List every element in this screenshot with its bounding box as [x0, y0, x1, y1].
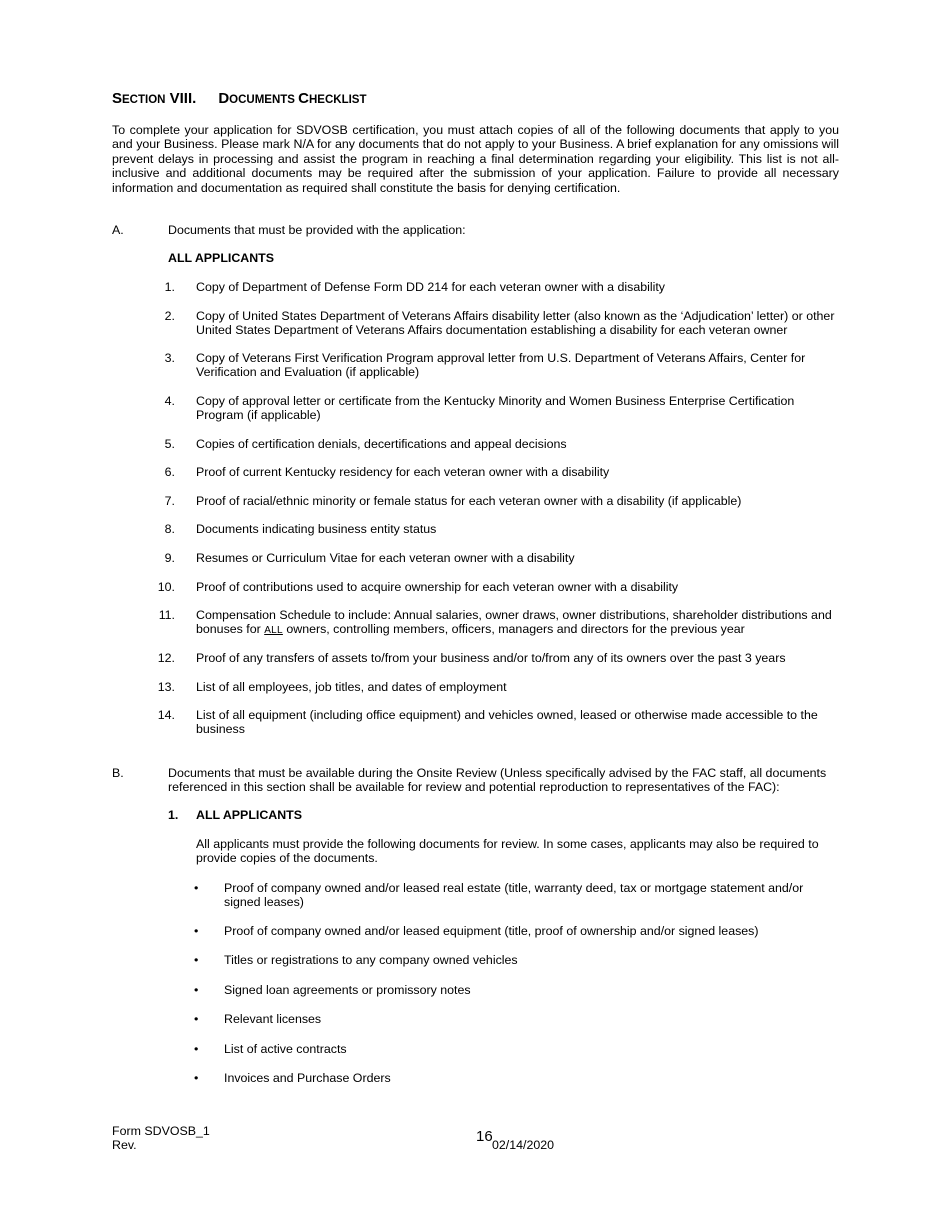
list-item: Copies of certification denials, decertifications and appeal decisions: [196, 437, 567, 451]
bullet-icon: •: [194, 1071, 199, 1085]
list-item: List of all equipment (including office equipment) and vehicles owned, leased or otherwise made accessible to the business: [196, 708, 818, 737]
item-number: 3.: [164, 351, 175, 365]
footer-date: 02/14/2020: [492, 1138, 555, 1152]
bullet-item: List of active contracts: [224, 1042, 347, 1056]
page-number: 16: [476, 1128, 493, 1145]
list-item: Proof of current Kentucky residency for each veteran owner with a disability: [196, 465, 610, 479]
list-item: Proof of racial/ethnic minority or female status for each veteran owner with a disability (if applicable): [196, 494, 742, 508]
list-item: Proof of any transfers of assets to/from your business and/or to/from any of its owners over the past 3 years: [196, 651, 786, 665]
bullet-icon: •: [194, 1042, 199, 1056]
item-number: 9.: [164, 551, 175, 565]
list-item: Proof of contributions used to acquire ownership for each veteran owner with a disability: [196, 580, 679, 594]
section-heading: SECTION VIII. DOCUMENTS CHECKLIST: [112, 90, 367, 107]
bullet-icon: •: [194, 881, 199, 895]
subsection-title: ALL APPLICANTS: [196, 808, 303, 822]
section-a-letter: A.: [112, 223, 124, 237]
item-number: 13.: [157, 680, 175, 694]
bullet-item: Relevant licenses: [224, 1012, 322, 1026]
bullet-icon: •: [194, 983, 199, 997]
bullet-item: Proof of company owned and/or leased real estate (title, warranty deed, tax or mortgage statement and/or signed leases): [224, 881, 804, 910]
bullet-item: Titles or registrations to any company owned vehicles: [224, 953, 518, 967]
section-a-heading: Documents that must be provided with the application:: [168, 223, 466, 237]
intro-paragraph: To complete your application for SDVOSB certification, you must attach copies of all of the following documents that apply to you and your Business. Please mark N/A for any documents that do not apply to your Business. A brief explanation for any omissions will prevent delays in processing and assist the program in reaching a final determination regarding your eligibility. This list is not all-inclusive and additional documents may be required after the submission of your application. Failure to provide all necessary information and documentation as required shall constitute the basis for denying certification.: [112, 123, 839, 195]
list-item: Copy of United States Department of Veterans Affairs disability letter (also known as the ‘Adjudication’ letter) or other United States Department of Veterans Affairs documentation establishing a disability for each veteran owner: [196, 309, 835, 338]
list-item: List of all employees, job titles, and dates of employment: [196, 680, 507, 694]
footer-rev: Rev.: [112, 1138, 137, 1153]
bullet-item: Signed loan agreements or promissory notes: [224, 983, 471, 997]
item-number: 12.: [157, 651, 175, 665]
footer-form-name: Form SDVOSB_1: [112, 1124, 210, 1138]
bullet-icon: •: [194, 924, 199, 938]
section-b-heading: Documents that must be available during the Onsite Review (Unless specifically advised by the FAC staff, all documents referenced in this section shall be available for review and potential reproduction to representatives of the FAC):: [168, 766, 827, 795]
item-number: 8.: [164, 522, 175, 536]
section-b-letter: B.: [112, 766, 124, 780]
item-number: 2.: [164, 309, 175, 323]
list-item: Copy of approval letter or certificate from the Kentucky Minority and Women Business Enterprise Certification Program (if applicable): [196, 394, 795, 423]
list-item: Copy of Veterans First Verification Program approval letter from U.S. Department of Veterans Affairs, Center for Verification and Evaluation (if applicable): [196, 351, 806, 380]
list-item: Resumes or Curriculum Vitae for each veteran owner with a disability: [196, 551, 575, 565]
item-number: 7.: [164, 494, 175, 508]
item-number: 14.: [157, 708, 175, 722]
item-number: 4.: [164, 394, 175, 408]
section-a-subheading: ALL APPLICANTS: [168, 251, 275, 265]
bullet-icon: •: [194, 953, 199, 967]
subsection-number: 1.: [168, 808, 179, 822]
item-number: 5.: [164, 437, 175, 451]
list-item: Documents indicating business entity status: [196, 522, 437, 536]
list-item: [196, 608, 841, 639]
item-text-before: Compensation Schedule to include: Annual salaries, owner draws, owner distributions, shareholder distributions and bonuses for: [196, 608, 832, 637]
item-number: 1.: [164, 280, 175, 294]
emphasis-all: ALL: [264, 625, 283, 637]
subsection-paragraph: All applicants must provide the following documents for review. In some cases, applicants may also be required to provide copies of the documents.: [196, 837, 819, 866]
item-text-after: owners, controlling members, officers, managers and directors for the previous year: [282, 622, 745, 637]
item-number: 6.: [164, 465, 175, 479]
bullet-item: Invoices and Purchase Orders: [224, 1071, 391, 1085]
bullet-item: Proof of company owned and/or leased equipment (title, proof of ownership and/or signed leases): [224, 924, 759, 938]
item-number: 11.: [158, 608, 175, 622]
list-item: Copy of Department of Defense Form DD 214 for each veteran owner with a disability: [196, 280, 665, 294]
bullet-icon: •: [194, 1012, 199, 1026]
footer-form-info: [112, 1124, 210, 1153]
item-number: 10.: [157, 580, 175, 594]
